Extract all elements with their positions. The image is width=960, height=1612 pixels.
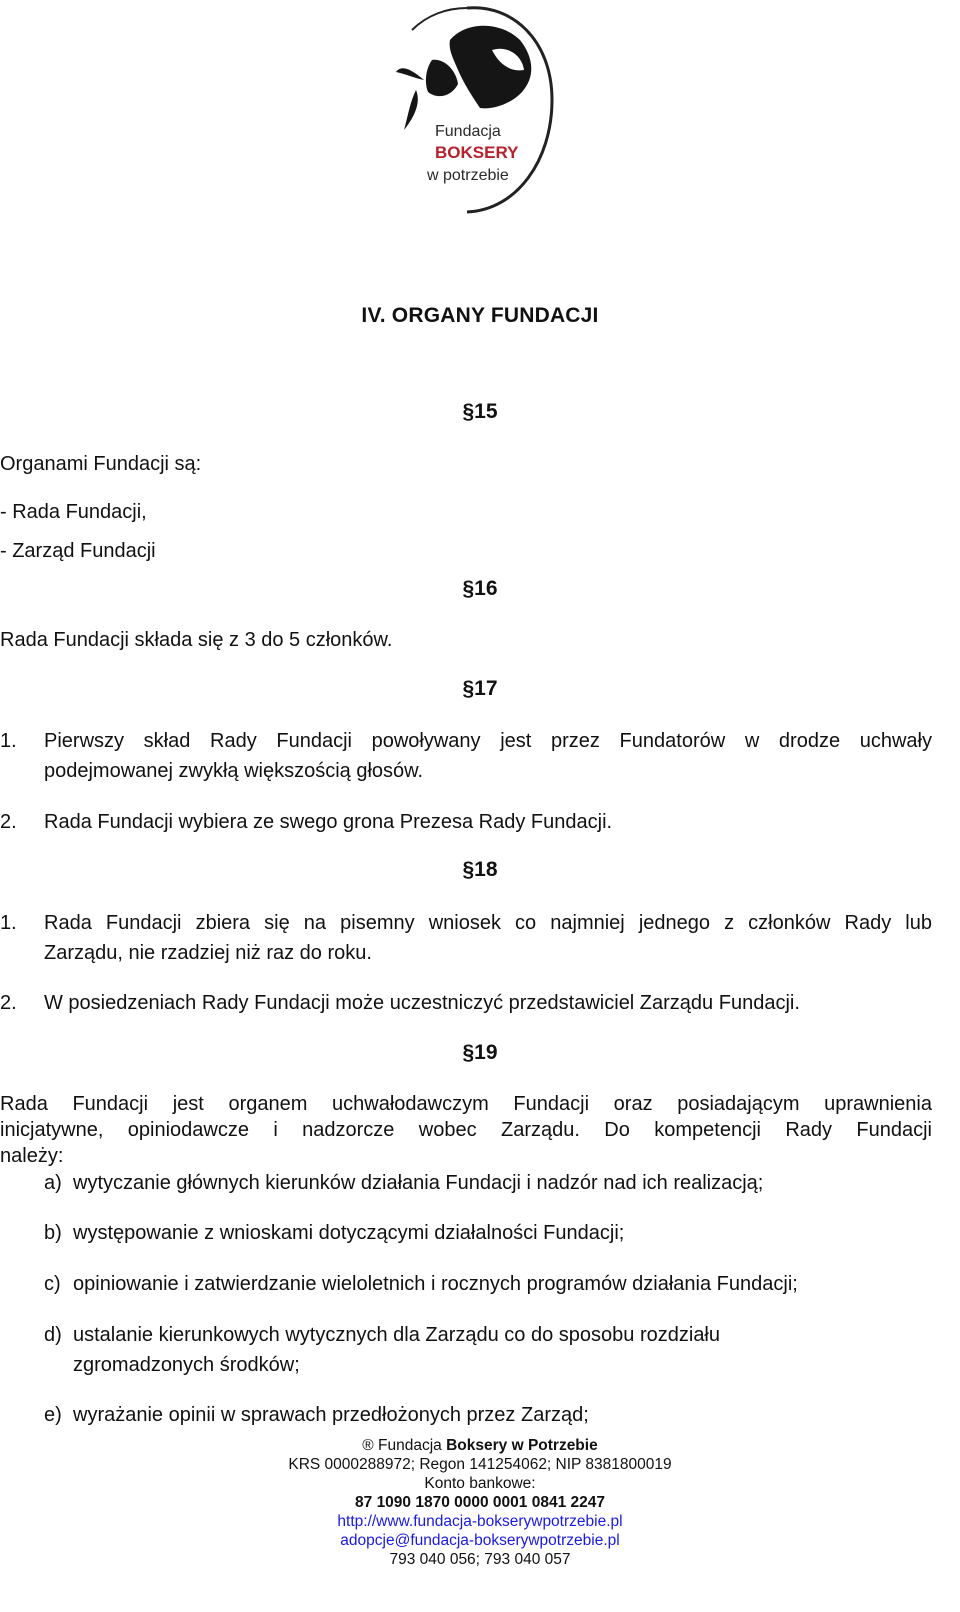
footer-bank-account: 87 1090 1870 0000 0001 0841 2247 [355, 1494, 605, 1511]
footer-organization: ® Fundacja Boksery w Potrzebie [362, 1437, 598, 1454]
chapter-heading: IV. ORGANY FUNDACJI [361, 304, 599, 327]
section19-item-a-text: wytyczanie głównych kierunków działania Fundacji i nadzór nad ich realizacją; [73, 1172, 764, 1194]
section19-intro-line2: inicjatywne, opiniodawcze i nadzorcze wobec Zarządu. Do kompetencji Rady Fundacji [0, 1119, 932, 1141]
foundation-logo [372, 0, 562, 222]
section17-item-1-number: 1. [0, 730, 17, 752]
section17-item-2-number: 2. [0, 811, 17, 833]
logo-line2: BOKSERY [435, 143, 519, 162]
section15-item-1: - Rada Fundacji, [0, 501, 147, 523]
logo-line1: Fundacja [435, 123, 501, 140]
page-footer [0, 1436, 960, 1569]
footer-bank-label: Konto bankowe: [424, 1475, 536, 1492]
paragraph-15-title: §15 [462, 400, 498, 423]
section19-intro-line1: Rada Fundacji jest organem uchwałodawczym Fundacji oraz posiadającym uprawnienia [0, 1093, 932, 1115]
section19-item-b-letter: b) [44, 1222, 62, 1244]
section19-item-c-text: opiniowanie i zatwierdzanie wieloletnich i rocznych programów działania Fundacji; [73, 1273, 798, 1295]
footer-email-link[interactable]: adopcje@fundacja-bokserywpotrzebie.pl [340, 1532, 620, 1549]
section17-item-2-line1: Rada Fundacji wybiera ze swego grona Prezesa Rady Fundacji. [44, 811, 613, 833]
section18-item-1-line2: Zarządu, nie rzadziej niż raz do roku. [44, 942, 372, 964]
paragraph-18-title: §18 [462, 858, 498, 881]
boxer-dog-logo-icon [372, 0, 562, 222]
section19-item-c-letter: c) [44, 1273, 61, 1295]
section17-item-1-line1: Pierwszy skład Rady Fundacji powoływany jest przez Fundatorów w drodze uchwały [44, 730, 932, 752]
section19-item-a-letter: a) [44, 1172, 62, 1194]
footer-website-link[interactable]: http://www.fundacja-bokserywpotrzebie.pl [337, 1513, 623, 1530]
section19-intro-line3: należy: [0, 1145, 64, 1167]
section19-item-e-letter: e) [44, 1404, 62, 1426]
section15-intro: Organami Fundacji są: [0, 453, 202, 475]
section18-item-1-number: 1. [0, 912, 17, 934]
section17-item-1-line2: podejmowanej zwykłą większością głosów. [44, 760, 424, 782]
section18-item-2-line1: W posiedzeniach Rady Fundacji może uczestniczyć przedstawiciel Zarządu Fundacji. [44, 992, 800, 1014]
section16-text: Rada Fundacji składa się z 3 do 5 członków. [0, 629, 393, 651]
footer-registry: KRS 0000288972; Regon 141254062; NIP 8381800019 [288, 1456, 672, 1473]
section19-item-d-line2: zgromadzonych środków; [73, 1354, 300, 1376]
section19-item-d-letter: d) [44, 1324, 62, 1346]
logo-line3: w potrzebie [427, 167, 509, 184]
section15-item-2: - Zarząd Fundacji [0, 540, 156, 562]
paragraph-19-title: §19 [462, 1041, 498, 1064]
footer-organization-name: Boksery w Potrzebie [446, 1437, 598, 1454]
paragraph-16-title: §16 [462, 577, 498, 600]
section19-item-b-text: występowanie z wnioskami dotyczącymi działalności Fundacji; [73, 1222, 625, 1244]
section18-item-2-number: 2. [0, 992, 17, 1014]
footer-phones: 793 040 056; 793 040 057 [389, 1551, 571, 1568]
section19-item-d-line1: ustalanie kierunkowych wytycznych dla Zarządu co do sposobu rozdziału [73, 1324, 721, 1346]
paragraph-17-title: §17 [462, 677, 498, 700]
section19-item-e-text: wyrażanie opinii w sprawach przedłożonych przez Zarząd; [73, 1404, 589, 1426]
section18-item-1-line1: Rada Fundacji zbiera się na pisemny wniosek co najmniej jednego z członków Rady lub [44, 912, 932, 934]
